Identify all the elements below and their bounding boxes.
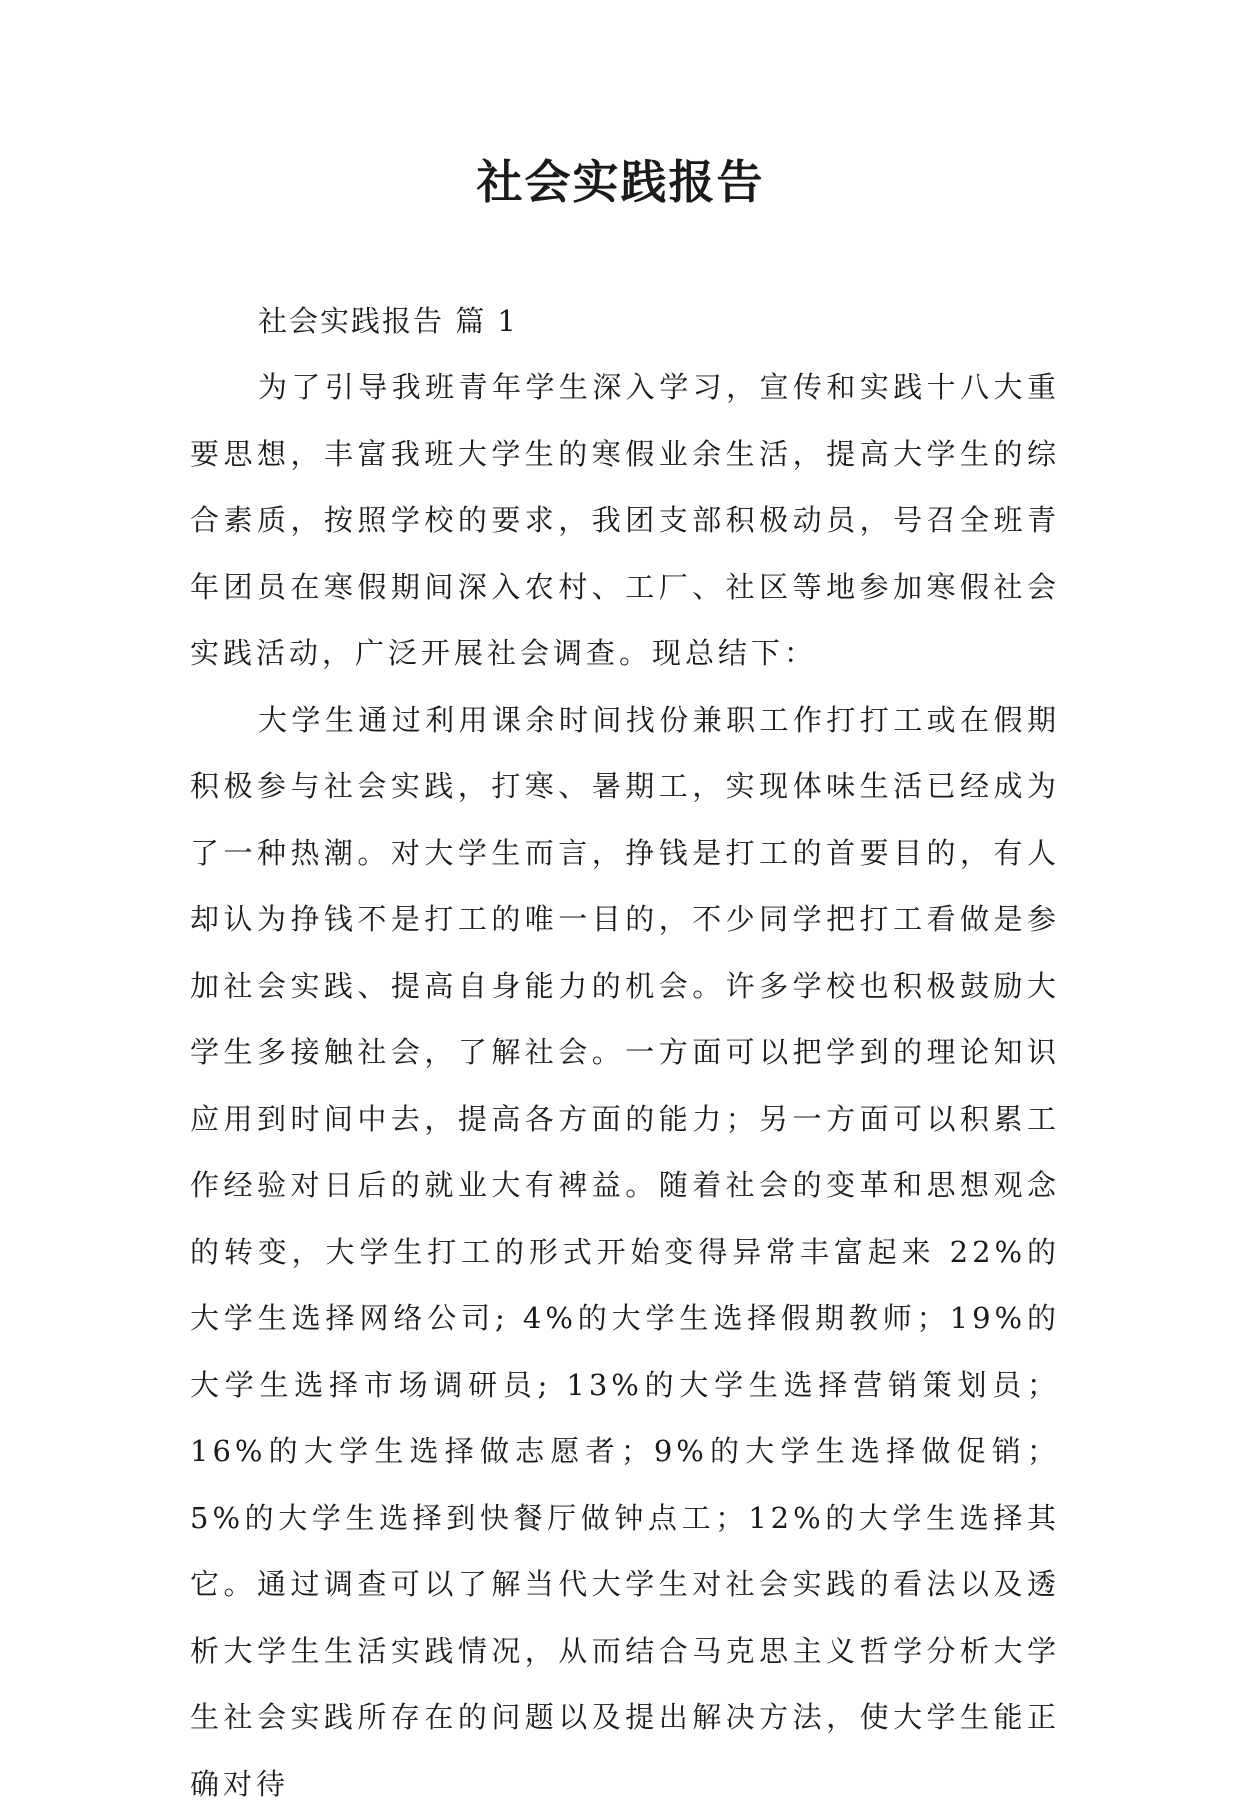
paragraph-1: 为了引导我班青年学生深入学习，宣传和实践十八大重要思想，丰富我班大学生的寒假业余生活，提高大学生的综合素质，按照学校的要求，我团支部积极动员，号召全班青年团员在寒假期间深入农村、工厂、社区等地参加寒假社会实践活动，广泛开展社会调查。现总结下： (190, 354, 1060, 687)
document-title: 社会实践报告 (0, 152, 1241, 212)
paragraph-2: 大学生通过利用课余时间找份兼职工作打打工或在假期积极参与社会实践，打寒、暑期工，实现体味生活已经成为了一种热潮。对大学生而言，挣钱是打工的首要目的，有人却认为挣钱不是打工的唯一目的，不少同学把打工看做是参加社会实践、提高自身能力的机会。许多学校也积极鼓励大学生多接触社会，了解社会。一方面可以把学到的理论知识应用到时间中去，提高各方面的能力；另一方面可以积累工作经验对日后的就业大有裨益。随着社会的变革和思想观念的转变，大学生打工的形式开始变得异常丰富起来 22%的大学生选择网络公司; 4%的大学生选择假期教师；19%的大学生选择市场调研员; 13%的大学生选择营销策划员；16%的大学生选择做志愿者；9%的大学生选择做促销；5%的大学生选择到快餐厅做钟点工；12%的大学生选择其它。通过调查可以了解当代大学生对社会实践的看法以及透析大学生生活实践情况，从而结合马克思主义哲学分析大学生社会实践所存在的问题以及提出解决方法，使大学生能正确对待 (190, 687, 1060, 1817)
section-heading: 社会实践报告 篇 1 (190, 288, 1060, 354)
document-body (190, 288, 1060, 1817)
